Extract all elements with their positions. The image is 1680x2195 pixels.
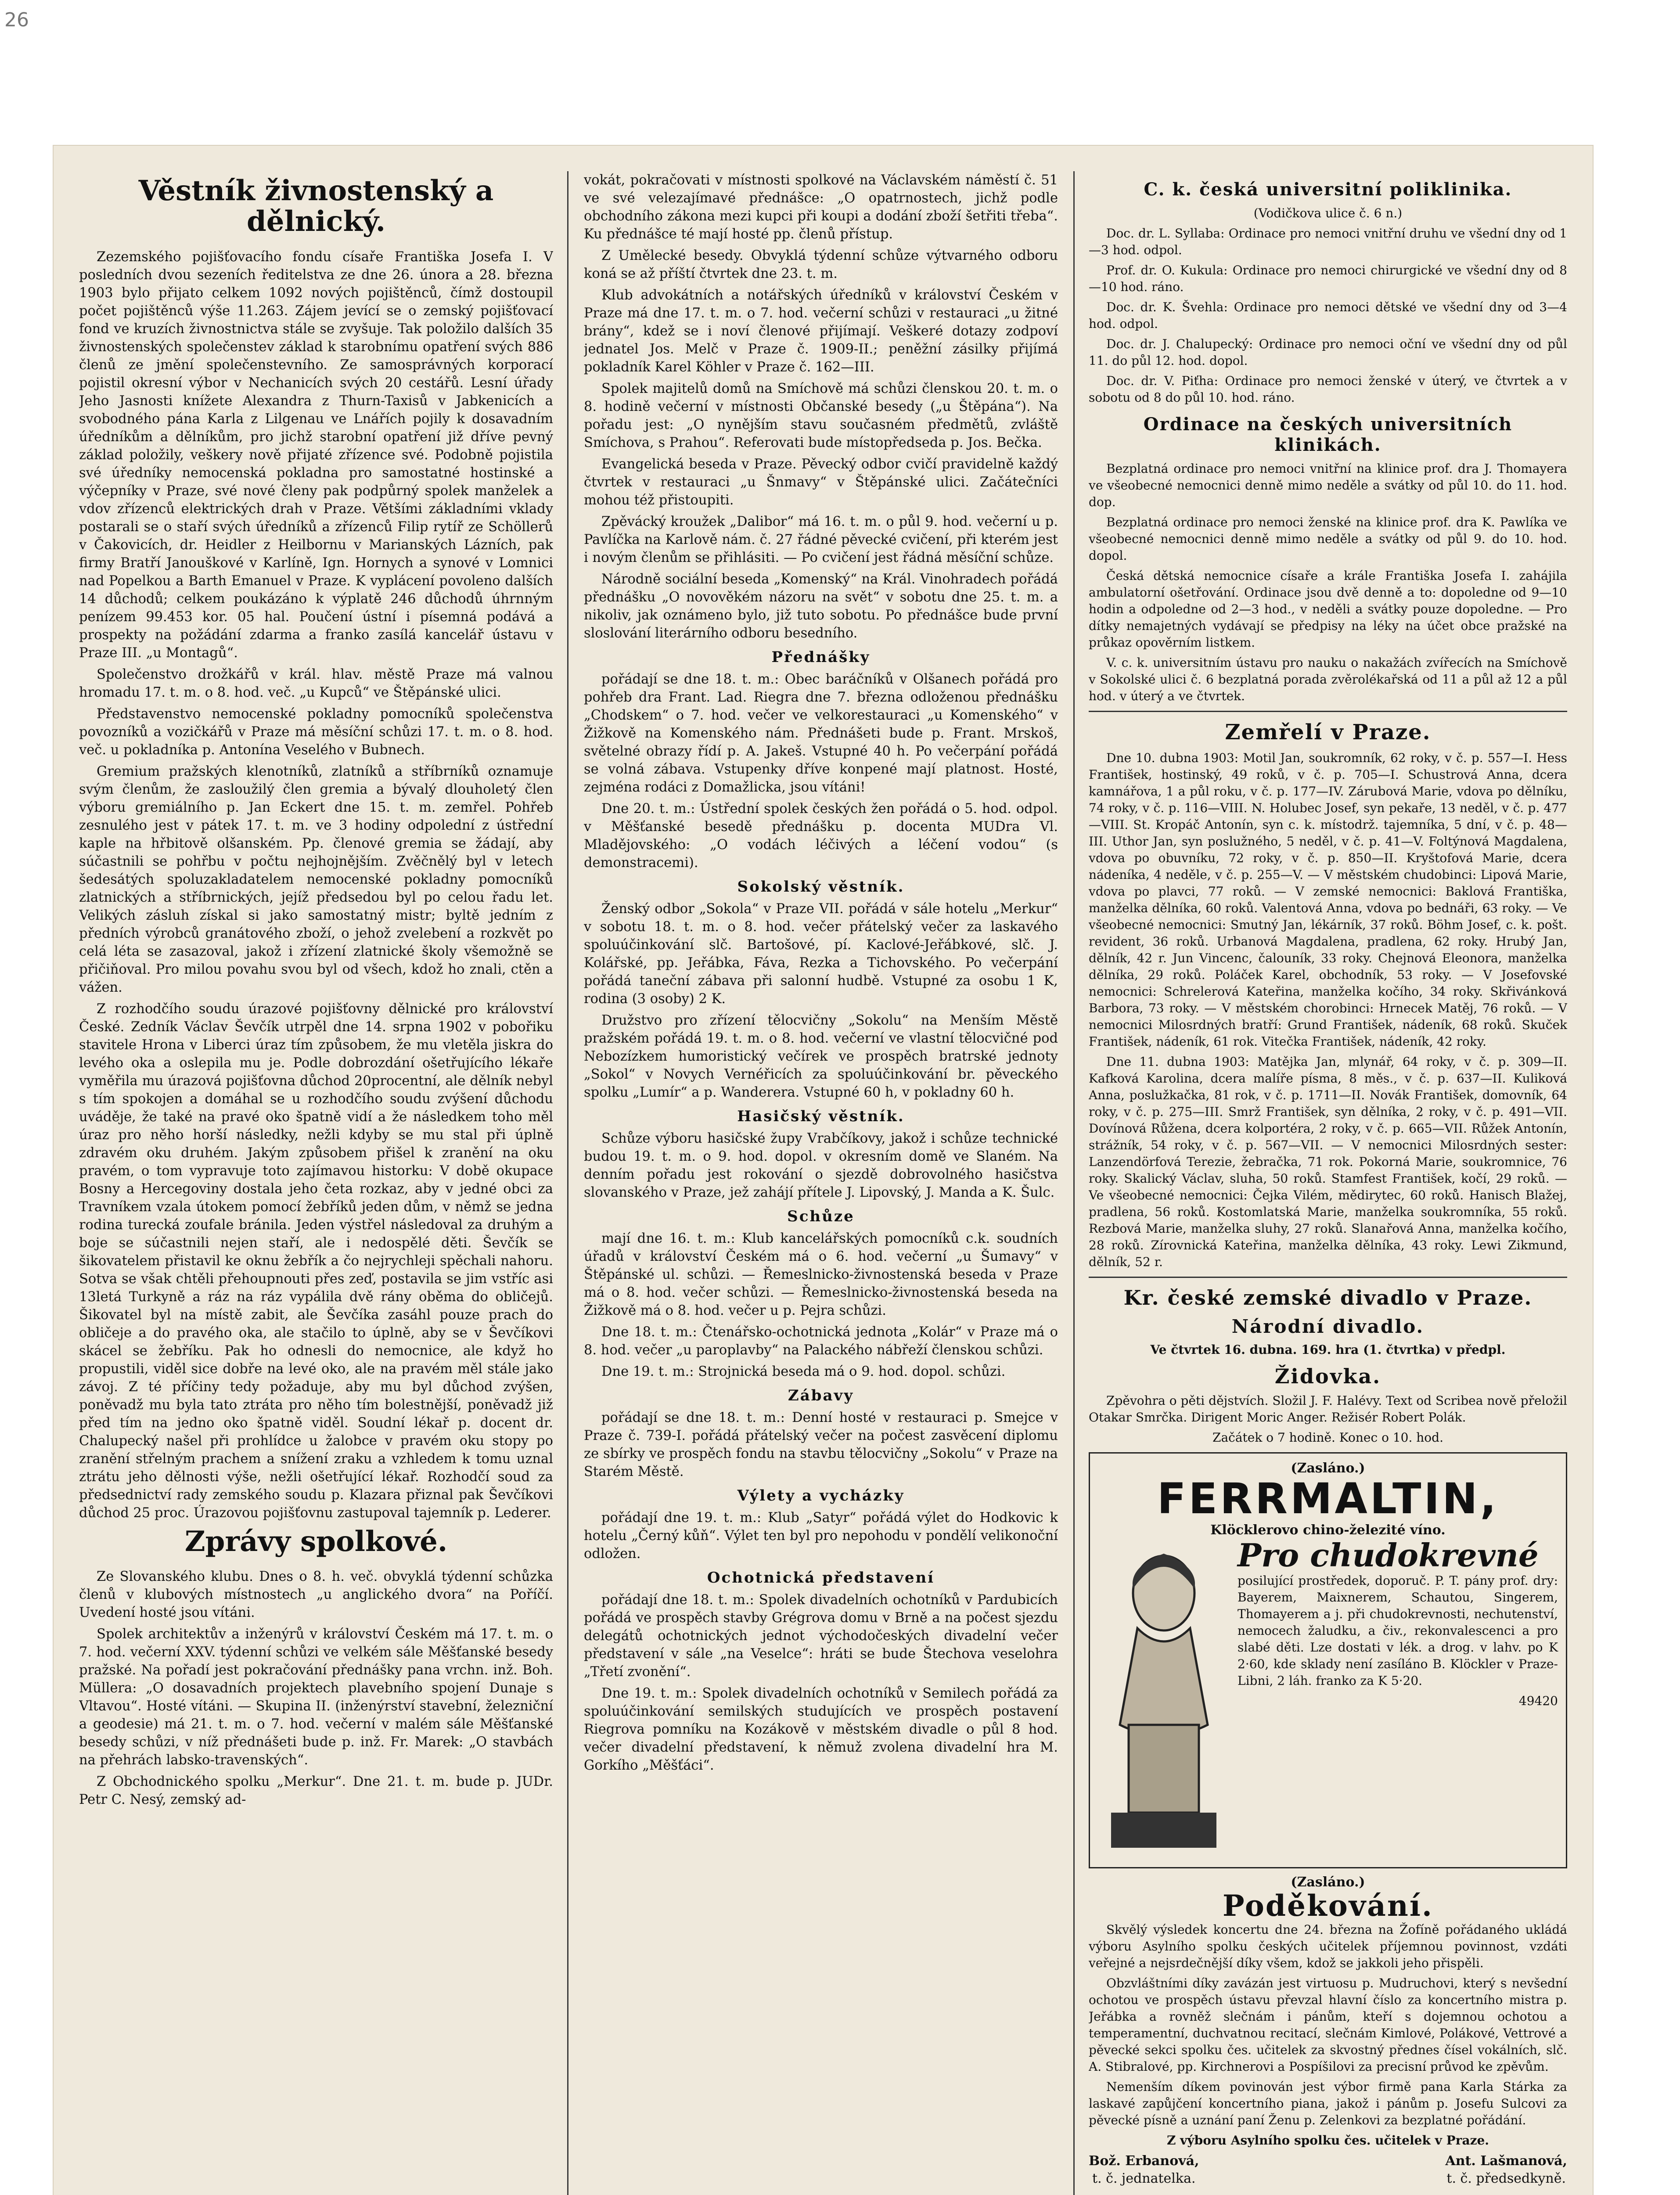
article-paragraph: Zpěvácký kroužek „Dalibor“ má 16. t. m. o půl 9. hod. večerní u p. Pavlíčka na Karlově nám. č. 27 řádné pěvecké cvičení, při kterém jest i novým členům se přihlásiti. — Po cvičení jest řádná měsíční schůze. (584, 514, 1058, 565)
divider (1089, 1277, 1567, 1278)
article-paragraph: Zpěvohra o pěti dějstvích. Složil J. F. Halévy. Text od Scribea nově přeložil Otakar Smrčka. Dirigent Moric Anger. Režisér Robert Polák. (1089, 1393, 1567, 1425)
ad-label: (Zasláno.) (1291, 1461, 1365, 1476)
article-paragraph: Ze Slovanského klubu. Dnes o 8. h. več. obvyklá týdenní schůzka členů v klubových místnostech „u anglického dvora“ na Poříčí. Uvedení hosté jsou vítáni. (79, 1569, 553, 1621)
column-middle (584, 171, 1058, 2195)
article-paragraph: Prof. dr. O. Kukula: Ordinace pro nemoci chirurgické ve všední dny od 8—10 hod. ráno. (1089, 263, 1567, 294)
ad-text: posilující prostředek, doporuč. P. T. pány prof. dry: Bayerem, Maixnerem, Schautou, Singerem, Thomayerem a j. při chudokrevnosti, nechutenství, nemocech žaludku, a čiv., rekonvalescenci a pro slabé děti. Lze dostati v lék. a drog. v lahv. po K 2·60, kde sklady není zasíláno B. Klöckler v Praze-Libni, 2 láh. franko za K 5·20. (1238, 1573, 1558, 1688)
article-paragraph: Z Umělecké besedy. Obvyklá týdenní schůze výtvarného odboru koná se až příští čtvrtek dne 23. t. m. (584, 248, 1058, 281)
article-paragraph: Dne 20. t. m.: Ústřední spolek českých žen pořádá o 5. hod. odpol. v Měšťanské besedě přednášku p. docenta MUDra Vl. Mladějovského: „O vodách léčivých a léčení vodou“ (s demonstracemi). (584, 801, 1058, 871)
signature-role: t. č. předsedkyně. (1446, 2171, 1566, 2187)
article-paragraph: Gremium pražských klenotníků, zlatníků a stříbrníků oznamuje svým členům, že zasloužilý člen gremia a bývalý dlouholetý člen výboru gremiálního p. Jan Eckert dne 15. t. m. zemřel. Pohřeb zesnulého jest v pátek 17. t. m. ve 3 hodiny odpolední z ústřední kaple na hřbitově olšanském. Pp. členové gremia se žádají, aby súčastnili se pohřbu v počtu nejhojnějším. Zvěčnělý byl v letech šedesátých spoluzakladatelem nemocenské pokladny pomocníků zlatnických a stříbrnických, jejíž předsedou byl po celou řadu let. Velikých zásluh získal si jako samostatný mistr; byltě jedním z předních výrobců granátového zboží, o jehož zvelebení a rozkvět po celá léta se zasazoval, jakož i zřízení zlatnické školy všemožně se přičiňoval. Pro milou povahu svou byl od všech, kdož ho znali, ctěn a vážen. (79, 763, 553, 995)
article-paragraph: Představenstvo nemocenské pokladny pomocníků společenstva povozníků a vozičkářů v Praze má měsíční schůzi 17. t. m. o 8. hod. več. u pokladníka p. Antonína Veselého v Bubnech. (79, 706, 553, 758)
advertisement-ferrmaltin (1089, 1452, 1567, 1868)
column-left (79, 171, 553, 2195)
article-paragraph: Společenstvo drožkářů v král. hlav. městě Praze má valnou hromadu 17. t. m. o 8. hod. več. „u Kupců“ ve Štěpánské ulici. (79, 666, 553, 700)
subsection-heading: Židovka. (1274, 1364, 1381, 1388)
ad-code: 49420 (1518, 1693, 1558, 1708)
section-title: Věstník živnostenský a dělnický. (138, 174, 494, 238)
column-rule (1073, 171, 1075, 2195)
section-heading: Ordinace na českých universitních klinikách. (1143, 414, 1513, 455)
article-paragraph: Skvělý výsledek koncertu dne 24. března na Žofíně pořádaného ukládá výboru Asylního spolku českých učitelek příjemnou povinnost, vzdáti veřejné a nejsrdečnější díky všem, kdož se jakkoli jeho přispěli. (1089, 1922, 1567, 1971)
ad-label: (Zasláno.) (1291, 1874, 1365, 1890)
article-paragraph: Dne 10. dubna 1903: Motil Jan, soukromník, 62 roky, v č. p. 557—I. Hess František, hostinský, 49 roků, v č. p. 705—I. Schustrová Anna, dcera kamnářova, 1 a půl roku, v č. p. 177—IV. Zárubová Marie, vdova po dělníku, 74 roky, v č. p. 116—VIII. N. Holubec Josef, syn pekaře, 13 neděl, v č. p. 477—VIII. St. Kropáč Antonín, syn c. k. místodrž. tajemníka, 5 dní, v č. p. 48—III. Uthor Jan, syn poslužného, 5 neděl, v č. p. 41—V. Foltýnová Magdalena, vdova po obuvníku, 72 roky, v č. p. 850—II. Kryštofová Marie, dcera nádeníka, 4 neděle, v č. p. 255—V. — V městském chudobinci: Lipová Marie, vdova po plavci, 77 roků. — V zemské nemocnici: Baklová Františka, manželka dělníka, 60 roků. Valentová Anna, vdova po bednáři, 63 roky. — Ve všeobecné nemocnici: Smutný Jan, lékárník, 37 roků. Böhm Josef, c. k. pošt. revident, 36 roků. Urbanová Magdalena, pradlena, 62 roky. Hrubý Jan, dělník, 42 r. Jun Vincenc, čalouník, 33 roky. Chejnová Eleonora, manželka dělníka, 29 roků. Poláček Karel, obchodník, 53 roky. — V Josefovské nemocnici: Schrelerová Kateřina, manželka kočího, 34 roky. Skřivánková Barbora, 73 roky. — V městském chorobinci: Hrnecek Matěj, 76 roků. — V nemocnici Milosrdných bratří: Grund František, nádeník, 68 roků. Skuček František, nádeník, 61 rok. Vitečka František, nádeník, 42 roky. (1089, 751, 1567, 1049)
article-paragraph: Dne 18. t. m.: Čtenářsko-ochotnická jednota „Kolár“ v Praze má o 8. hod. večer „u paroplavby“ na Palackého nábřeží členskou schůzi. (584, 1324, 1058, 1358)
article-paragraph: Obzvláštními díky zavázán jest virtuosu p. Mudruchovi, který s nevšední ochotou ve prospěch ústavu převzal hlavní číslo za koncertního mistra p. Jeřábka a rovněž slečnám i pánům, kteří s dojemnou ochotou a temperamentní, duchvatnou recitací, slečnám Kimlové, Polákové, Vettrové a pěvecké sekci spolku čes. učitelek za skvostný přednes čísel vokálních, slč. A. Stibralové, pp. Kirchnerovi a Pospíšilovi za precisní průvod ke zpěvům. (1089, 1976, 1567, 2074)
article-paragraph: Bezplatná ordinace pro nemoci ženské na klinice prof. dra K. Pawlíka ve všeobecné nemocnici denně mimo neděle a svátky od půl 9. do 10. hod. dopol. (1089, 515, 1567, 563)
article-paragraph: Doc. dr. K. Švehla: Ordinace pro nemoci dětské ve všední dny od 3—4 hod. odpol. (1089, 300, 1567, 331)
article-paragraph: Dne 19. t. m.: Spolek divadelních ochotníků v Semilech pořádá za spoluúčinkování semilských studujících ve prospěch postavení Riegrova pomníku na Kozákově v městském divadle o půl 8 hod. večer divadelní představení, k němuž zvolena divadelní hra M. Gorkího „Měšťáci“. (584, 1686, 1058, 1773)
signature-role: t. č. jednatelka. (1092, 2171, 1196, 2187)
article-paragraph: Doc. dr. V. Piťha: Ordinace pro nemoci ženské v úterý, ve čtvrtek a v sobotu od 8 do půl 10. hod. ráno. (1089, 374, 1567, 405)
subsection-heading: Přednášky (771, 648, 871, 666)
section-heading: Poděkování. (1223, 1888, 1433, 1923)
article-paragraph: mají dne 16. t. m.: Klub kancelářských pomocníků c.k. soudních úřadů v království Českém má o 6. hod. večerní „u Šumavy“ v Štěpánské ul. schůzi. — Řemeslnicko-živnostenská beseda v Praze má o 8. hod. večer schůzi. — Řemeslnicko-živnostenská beseda na Žižkově má o 8. hod. večer u p. Pejra schůzi. (584, 1231, 1058, 1318)
divider (1089, 711, 1567, 712)
ad-subtitle: Klöcklerovo chino-železité víno. (1210, 1522, 1446, 1538)
article-paragraph: Doc. dr. L. Syllaba: Ordinace pro nemoci vnitřní druhu ve všední dny od 1—3 hod. odpol. (1089, 226, 1567, 257)
signature-name: Bož. Erbanová, (1089, 2153, 1199, 2169)
subsection-heading: Národní divadlo. (1231, 1316, 1425, 1337)
ad-headline: Pro chudokrevné (1238, 1536, 1539, 1574)
signature-name: Ant. Lašmanová, (1445, 2153, 1567, 2169)
article-paragraph: Doc. dr. J. Chalupecký: Ordinace pro nemoci oční ve všední dny od půl 11. do půl 12. hod. dopol. (1089, 337, 1567, 368)
article-paragraph: Česká dětská nemocnice císaře a krále Františka Josefa I. zahájila ambulatorní ošetřování. Ordinace jsou dvě denně a to: dopoledne od 9—10 hodin a odpoledne od 2—3 hod., v neděli a svátky pouze dopoledne. — Pro dítky nemajetných vydávají se předpisy na léky na účet obce pražské na průkaz opověrním listkem. (1089, 569, 1567, 650)
subsection-heading: Schůze (787, 1208, 855, 1225)
column-right (1089, 171, 1567, 2195)
article-paragraph: Zezemského pojišťovacího fondu císaře Františka Josefa I. V posledních dvou sezeních ředitelstva ze dne 26. února a 28. března 1903 bylo přijato celkem 1092 nových pojištěnců, čímž dostoupil počet pojištěnců výše 11.263. Zájem jevící se o zemský pojišťovací fond ve kruzích živnostnictva stále se zvyšuje. Tak položilo dalších 35 živnostenských společenstev základ k starobnímu opatření svých 886 členů ze jmění společenstevního. Ze samosprávných korporací pojistil okresní výbor v Nechanicích svých 20 cestářů. Lesní úřady Jeho Jasnosti knížete Alexandra z Thurn-Taxisů v Jabkenicích a svobodného pána Karla z Lilgenau ve Lnářích pojily k dosavadním úředníkům a dělníkům, pro jichž starobní opatření již dříve pevný základ položily, veškery nově přijaté zřízence své. Podobně pojistila své úředníky nemocenská pokladna pro samostatné hostinské a výčepníky v Praze, své nové členy pak podpůrný spolek manželek a vdov zřízenců elektrických drah v Praze. Většími základními vklady postarali se o staří svých úředníků a zřízenců Filip rytíř ze Schöllerů v Čakovicích, dr. Heidler z Heilbornu v Marianských Lázních, pak firmy Bratří Janouškové v Karlíně, Ign. Hornych a synové v Lomnici nad Popelkou a Barth Emanuel v Praze. K vyplácení povoleno dalších 14 důchodů; celkem poukázáno k výplatě 246 důchodů úhrnným penízem 99.453 kor. 05 hal. Poučení ústní i písemná podává a prospekty na požádání zdarma a franko zasílá kancelář ústavu v Praze III. „u Montagů“. (79, 249, 553, 661)
subsection-heading: Výlety a vycházky (737, 1487, 905, 1504)
subsection-heading: Zábavy (788, 1387, 854, 1404)
column-rule (567, 171, 568, 2195)
article-paragraph: Evangelická beseda v Praze. Pěvecký odbor cvičí pravidelně každý čtvrtek v restauraci „u Šnmavy“ v Štěpánské ulici. Začátečníci mohou též přistoupiti. (584, 457, 1058, 508)
margin-note: 26 (4, 9, 29, 31)
signature (1089, 2152, 1199, 2188)
article-paragraph: Ve čtvrtek 16. dubna. 169. hra (1. čtvrtka) v předpl. (1150, 1342, 1506, 1357)
article-paragraph: Z Obchodnického spolku „Merkur“. Dne 21. t. m. bude p. JUDr. Petr C. Nesý, zemský ad- (79, 1774, 553, 1808)
signature-heading: Z výboru Asylního spolku čes. učitelek v Praze. (1166, 2133, 1489, 2148)
subsection-heading: Hasičský věstník. (737, 1108, 905, 1125)
article-paragraph: Ženský odbor „Sokola“ v Praze VII. pořádá v sále hotelu „Merkur“ v sobotu 18. t. m. o 8. hod. večer přátelský večer za laskavého spoluúčinkování slč. Bartošové, pí. Kaclové-Jeřábkové, slč. J. Kolářské, pp. Jeřábka, Fáva, Rezka a Tichovského. Po večerpání pořádá taneční zábava při salonní hudbě. Vstupné za osobu 1 K, rodina (3 osoby) 2 K. (584, 901, 1058, 1007)
article-paragraph: Bezplatná ordinace pro nemoci vnitřní na klinice prof. dra J. Thomayera ve všeobecné nemocnici denně mimo neděle a svátky od půl 10. do 11. hod. dop. (1089, 461, 1567, 509)
subsection-heading: Sokolský věstník. (737, 878, 905, 896)
article-paragraph: Spolek architektův a inženýrů v království Českém má 17. t. m. o 7. hod. večerní XXV. týdenní schůzi ve velkém sále Měšťanské besedy pražské. Na pořadí jest pokračování přednášky pana vrchn. inž. Boh. Müllera: „O dosavadních projektech plavebního spojení Dunaje s Vltavou“. Hosté vítáni. — Skupina II. (inženýrství stavební, železniční a geodesie) má 21. t. m. o 7. hod. večerní v malém sále Měšťanské besedy schůzi, v níž přednášeti bude p. inž. Fr. Marek: „O stavbách na přehrách labsko-travenských“. (79, 1626, 553, 1768)
section-heading: Kr. české zemské divadlo v Praze. (1123, 1286, 1533, 1310)
article-paragraph: vokát, pokračovati v místnosti spolkové na Václavském náměstí č. 51 ve své velezajímavé přednášce: „O opatrnostech, jichž podle obchodního zákona mezi kupci při koupi a dodání zboží šetřiti třeba“. Ku přednášce té mají hosté pp. členů přístup. (584, 173, 1058, 242)
clinic-address: (Vodičkova ulice č. 6 n.) (1253, 206, 1403, 220)
article-paragraph: Klub advokátních a notářských úředníků v království Českém v Praze má dne 17. t. m. o 7. hod. večerní schůzi v restauraci „u žitné brány“, kdež se i noví členové přijímají. Veškeré dotazy zodpoví jednatel Jos. Melč v Praze č. 1909-II.; peněžní zásilky přijímá pokladník Karel Köhler v Praze č. 162—III. (584, 288, 1058, 375)
article-paragraph: Národně sociální beseda „Komenský“ na Král. Vinohradech pořádá přednášku „O novověkém názoru na svět“ v sobotu dne 25. t. m. a nikoliv, jak oznámeno bylo, již tuto sobotu. Po přednášce bude první sloslování literárního odboru besedního. (584, 572, 1058, 641)
newspaper-page (53, 145, 1594, 2195)
article-paragraph: pořádají dne 18. t. m.: Spolek divadelních ochotníků v Pardubicích pořádá ve prospěch stavby Grégrova domu v Brně a na počest sjezdu delegátů ochotnických jednot východočeských divadelní večer představení v sále „na Veselce“: hráti se bude Štechova veselohra „Třetí zvonění“. (584, 1592, 1058, 1680)
section-heading: C. k. česká universitní poliklinika. (1144, 179, 1512, 200)
article-paragraph: pořádají se dne 18. t. m.: Denní hosté v restauraci p. Smejce v Praze č. 739-I. pořádá přátelský večer na počest zasvěcení diplomu ze sbírky ve prospěch fondu na stavbu tělocvičny „Sokolu“ v Praze na Starém Městě. (584, 1410, 1058, 1479)
article-paragraph: Z rozhodčího soudu úrazové pojišťovny dělnické pro království České. Zedník Václav Ševčík utrpěl dne 14. srpna 1902 v pobořiku stavitele Hrona v Liberci úraz tím způsobem, že mu vletěla jiskra do levého oka a oslepila mu je. Podle dobrozdání ošetřujícího lékaře vyměřila mu úrazová pojišťovna důchod 20procentní, ale dělník nebyl s tím spokojen a domáhal se u rozhodčího soudu zvýšení důchodu uváděje, že také na pravé oko špatně vidí a že následkem toho měl úraz pro něho horší následky, nežli kdyby se mu stal při úplně zdravém oku druhém. Jakým způsobem přišel k zranění na oku pravém, o tom vypravuje toto zajímavou historku: V době okupace Bosny a Hercegoviny dostala jeho četa rozkaz, aby v jedné obci za Travníkem vzala útokem pomocí žebříků jeden dům, v němž se jedna rodina turecká zoufale bránila. Jeden výstřel následoval za druhým a boje se súčastnili nejen staří, ale i nedospělé děti. Ševčík se šikovatelem přistavil ke oknu žebřík a čo nejrychleji spěchali nahoru. Sotva se však chtěli přehoupnouti přes zeď, postavila se jim vstříc asi 13letá Turkyně a ráz na ráz vypálila dvě rány oběma do obličejů. Šikovatel byl na místě zabit, ale Ševčíka zasáhl pouze prach do obličeje a do pravého oka, ale stačilo to úplně, aby se v Ševčíkovi skácel se žebříku. Pak ho odnesli do nemocnice, ale když ho propustili, viděl sice dobře na levé oko, ale na pravém měl stále jako závoj. Z té příčiny tedy požaduje, aby mu byl důchod zvýšen, poněvadž mu byla tato ztráta pro něho tím bolestnější, poněvadž již před tím na jedno oko špatně viděl. Soudní lékař p. docent dr. Chalupecký našel při prohlídce u žalobce v pravém oku stopy po zranění střelným prachem a snížení zraku a vzhledem k tomu uznal ztrátu jeho dělnosti výše, nežli ošetřující lékař. Rozhodčí soud za předsednictví rady zemského soudu p. Klazara přiznal pak Ševčíkovi důchod 25 proc. Úrazovou pojišťovnu zastupoval tajemník p. Lederer. (79, 1001, 553, 1521)
section-heading: Zemřelí v Praze. (1225, 720, 1431, 745)
woman-illustration-icon (1098, 1540, 1230, 1857)
subsection-heading: Ochotnická představení (707, 1569, 935, 1587)
article-paragraph: Dne 11. dubna 1903: Matějka Jan, mlynář, 64 roky, v č. p. 309—II. Kafková Karolina, dcera malíře písma, 8 měs., v č. p. 637—II. Kuliková Anna, poslužkačka, 81 rok, v č. p. 1711—II. Novák František, domovník, 64 roky, v č. p. 275—III. Smrž František, syn dělníka, 2 roky, v č. p. 491—VII. Dovínová Růžena, dcera kolportéra, 2 roky, v č. p. 665—VII. Růžek Antonín, strážník, 54 roky, v č. p. 567—VII. — V nemocnici Milosrdných sester: Lanzendörfová Terezie, žebračka, 71 rok. Pokorná Marie, soukromnice, 76 roky. Skalický Václav, sluha, 50 roků. Stamfest František, kočí, 29 roků. — Ve všeobecné nemocnici: Čejka Vilém, mědirytec, 60 roků. Hanisch Blažej, pradlena, 56 roků. Kostomlatská Marie, manželka soukromníka, 55 roků. Rezbová Marie, manželka sluhy, 27 roků. Slanařová Anna, manželka kočího, 28 roků. Zírovnická Kateřina, manželka dělníka, 43 roky. Lewi Zikmund, dělník, 52 r. (1089, 1054, 1567, 1269)
ad-title: FERRMALTIN, (1157, 1474, 1499, 1523)
article-paragraph: Družstvo pro zřízení tělocvičny „Sokolu“ na Menším Městě pražském pořádá 19. t. m. o 8. hod. večerní ve vlastní tělocvičné pod Nebozízkem humoristický večírek ve prospěch bratrské jednoty „Sokol“ v Novych Vernéřicích za spoluúčinkování br. pěveckého spolku „Lumír“ a p. Wanderera. Vstupné 60 h, v pokladny 60 h. (584, 1013, 1058, 1100)
section-title: Zprávy spolkové. (184, 1525, 448, 1558)
signatures (1089, 2152, 1567, 2188)
article-paragraph: V. c. k. universitním ústavu pro nauku o nakažách zvířecích na Smíchově v Sokolské ulici č. 6 bezplatná porada zvěrolékařská od 11 a půl až 12 a půl hod. v úterý a ve čtvrtek. (1089, 655, 1567, 703)
article-paragraph: Dne 19. t. m.: Strojnická beseda má o 9. hod. dopol. schůzi. (601, 1364, 1006, 1379)
article-paragraph: Nemenším díkem povinován jest výbor firmě pana Karla Stárka za laskavé zapůjčení koncertního piana, jakož i pánům p. Josefu Sulcovi za pěvecké písně a uznání paní Ženu p. Zelenkovi za bezplatné pořádání. (1089, 2080, 1567, 2128)
article-paragraph: pořádají se dne 18. t. m.: Obec baráčníků v Olšanech pořádá pro pohřeb dra Frant. Lad. Riegra dne 7. března odloženou přednášku „Chodskem“ o 7. hod. večer ve velkorestauraci „u Komenského“ v Žižkově na Komenského nám. Přednášeti bude p. Frant. Mrskoš, světelné obrazy řídí p. A. Jakeš. Vstupné 40 h. Po večerpání pořádá se volná zábava. Vstupenky dříve konpené mají platnost. Hosté, zejména rodáci z Domažlicka, jsou vítáni! (584, 672, 1058, 795)
article-paragraph: pořádají dne 19. t. m.: Klub „Satyr“ pořádá výlet do Hodkovic k hotelu „Černý kůň“. Výlet ten byl pro nepohodu v pondělí velikonoční odložen. (584, 1510, 1058, 1562)
article-paragraph: Schůze výboru hasičské župy Vrabčíkovy, jakož i schůze technické budou 19. t. m. o 9. hod. dopol. v okresním domě ve Slaném. Na denním pořadu jest rokování o sjezdě dobrovolného hasičstva slovanského v Praze, jež zahájí přítele J. Lipovský, J. Manda a K. Šulc. (584, 1131, 1058, 1200)
article-paragraph: Začátek o 7 hodině. Konec o 10. hod. (1212, 1430, 1443, 1445)
signature (1445, 2152, 1567, 2188)
article-paragraph: Spolek majitelů domů na Smíchově má schůzi členskou 20. t. m. o 8. hodině večerní v místnosti Občanské besedy („u Štěpána“). Na pořadu jest: „O nynějším stavu současném předmětů, zvláště Smíchova, s Prahou“. Referovati bude místopředseda p. Jos. Bečka. (584, 381, 1058, 450)
